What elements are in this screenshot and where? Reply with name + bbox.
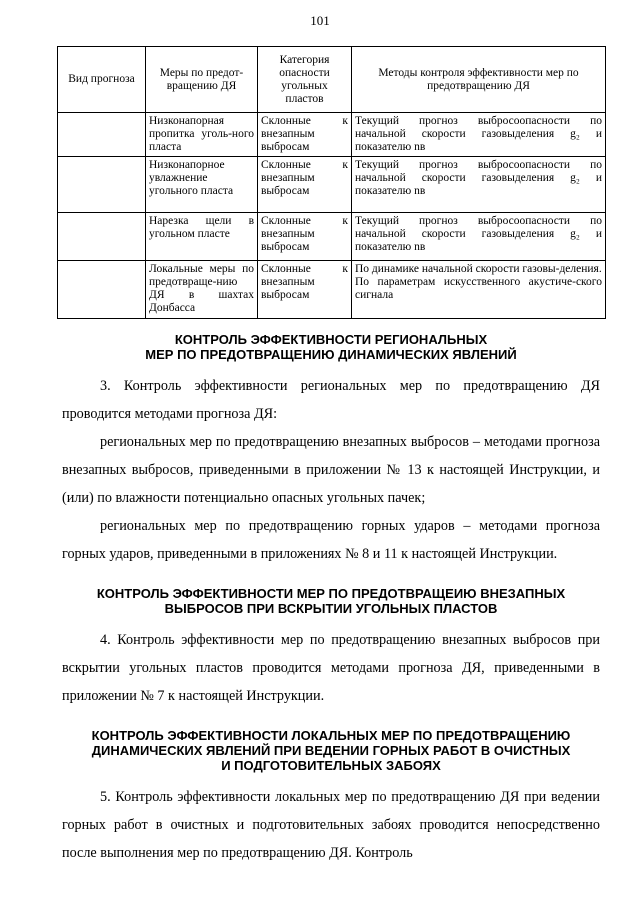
header-measures: Меры по предот-вращению ДЯ <box>146 47 258 113</box>
section-heading <box>62 586 600 616</box>
cell-type <box>58 113 146 157</box>
cell-measures: Локальные меры по предотвраще-нию ДЯ в шахтах Донбасса <box>146 261 258 319</box>
table-row <box>58 213 606 261</box>
cell-measures: Нарезка щели в угольном пласте <box>146 213 258 261</box>
header-methods: Методы контроля эффективности мер по предотвращению ДЯ <box>352 47 606 113</box>
paragraph: региональных мер по предотвращению внезапных выбросов – методами прогноза внезапных выбросов, приведенными в приложении № 13 к настоящей Инструкции, и (или) по влажности потенциально опасных угольных пачек; <box>62 434 600 506</box>
heading-line: ВЫБРОСОВ ПРИ ВСКРЫТИИ УГОЛЬНЫХ ПЛАСТОВ <box>164 601 498 616</box>
paragraph: региональных мер по предотвращению горных ударов – методами прогноза горных ударов, приведенными в приложениях № 8 и 11 к настоящей Инструкции. <box>62 518 600 562</box>
heading-line: КОНТРОЛЬ ЭФФЕКТИВНОСТИ РЕГИОНАЛЬНЫХ <box>174 332 488 347</box>
document-body <box>62 332 600 867</box>
measures-table <box>57 46 606 319</box>
heading-line: КОНТРОЛЬ ЭФФЕКТИВНОСТИ МЕР ПО ПРЕДОТВРАЩЕИЮ ВНЕЗАПНЫХ <box>96 586 566 601</box>
paragraph: 4. Контроль эффективности мер по предотвращению внезапных выбросов при вскрытии угольных пластов проводится методами прогноза ДЯ, приведенными в приложении № 7 к настоящей Инструкции. <box>62 632 600 704</box>
table-row <box>58 261 606 319</box>
methods-line: По динамике начальной скорости газовы-деления. <box>355 263 602 275</box>
paragraph: 3. Контроль эффективности региональных мер по предотвращению ДЯ проводится методами прогноза ДЯ: <box>62 378 600 422</box>
cell-methods: Текущий прогноз выбросоопасности по начальной скорости газовыделения g₂ и показателю nв <box>352 113 606 157</box>
cell-methods <box>352 261 606 319</box>
cell-type <box>58 157 146 213</box>
page-number: 101 <box>310 13 330 28</box>
heading-line: И ПОДГОТОВИТЕЛЬНЫХ ЗАБОЯХ <box>221 758 441 773</box>
cell-category: Склонные к внезапным выбросам <box>258 113 352 157</box>
table-row <box>58 113 606 157</box>
paragraph: 5. Контроль эффективности локальных мер по предотвращению ДЯ при ведении горных работ в очистных и подготовительных забоях проводится непосредственно после выполнения мер по предотвращению ДЯ. Контроль <box>62 789 600 861</box>
section-heading <box>62 332 600 362</box>
cell-measures: Низконапорная пропитка уголь-ного пласта <box>146 113 258 157</box>
methods-line: По параметрам искусственного акустиче-ского сигнала <box>355 276 602 301</box>
heading-line: ДИНАМИЧЕСКИХ ЯВЛЕНИЙ ПРИ ВЕДЕНИИ ГОРНЫХ РАБОТ В ОЧИСТНЫХ <box>91 743 571 758</box>
section-heading <box>62 728 600 773</box>
cell-category: Склонные к внезапным выбросам <box>258 213 352 261</box>
table-row <box>58 157 606 213</box>
cell-methods: Текущий прогноз выбросоопасности по начальной скорости газовыделения g₂ и показателю nв <box>352 213 606 261</box>
cell-category: Склонные к внезапным выбросам <box>258 261 352 319</box>
cell-type <box>58 213 146 261</box>
heading-line: МЕР ПО ПРЕДОТВРАЩЕНИЮ ДИНАМИЧЕСКИХ ЯВЛЕНИЙ <box>145 347 517 362</box>
table-header-row <box>58 47 606 113</box>
cell-measures: Низконапорное увлажнение угольного пласта <box>146 157 258 213</box>
header-category: Категория опасности угольных пластов <box>258 47 352 113</box>
cell-category: Склонные к внезапным выбросам <box>258 157 352 213</box>
cell-methods: Текущий прогноз выбросоопасности по начальной скорости газовыделения g₂ и показателю nв <box>352 157 606 213</box>
header-forecast-type: Вид прогноза <box>58 47 146 113</box>
heading-line: КОНТРОЛЬ ЭФФЕКТИВНОСТИ ЛОКАЛЬНЫХ МЕР ПО ПРЕДОТВРАЩЕНИЮ <box>91 728 571 743</box>
cell-type <box>58 261 146 319</box>
